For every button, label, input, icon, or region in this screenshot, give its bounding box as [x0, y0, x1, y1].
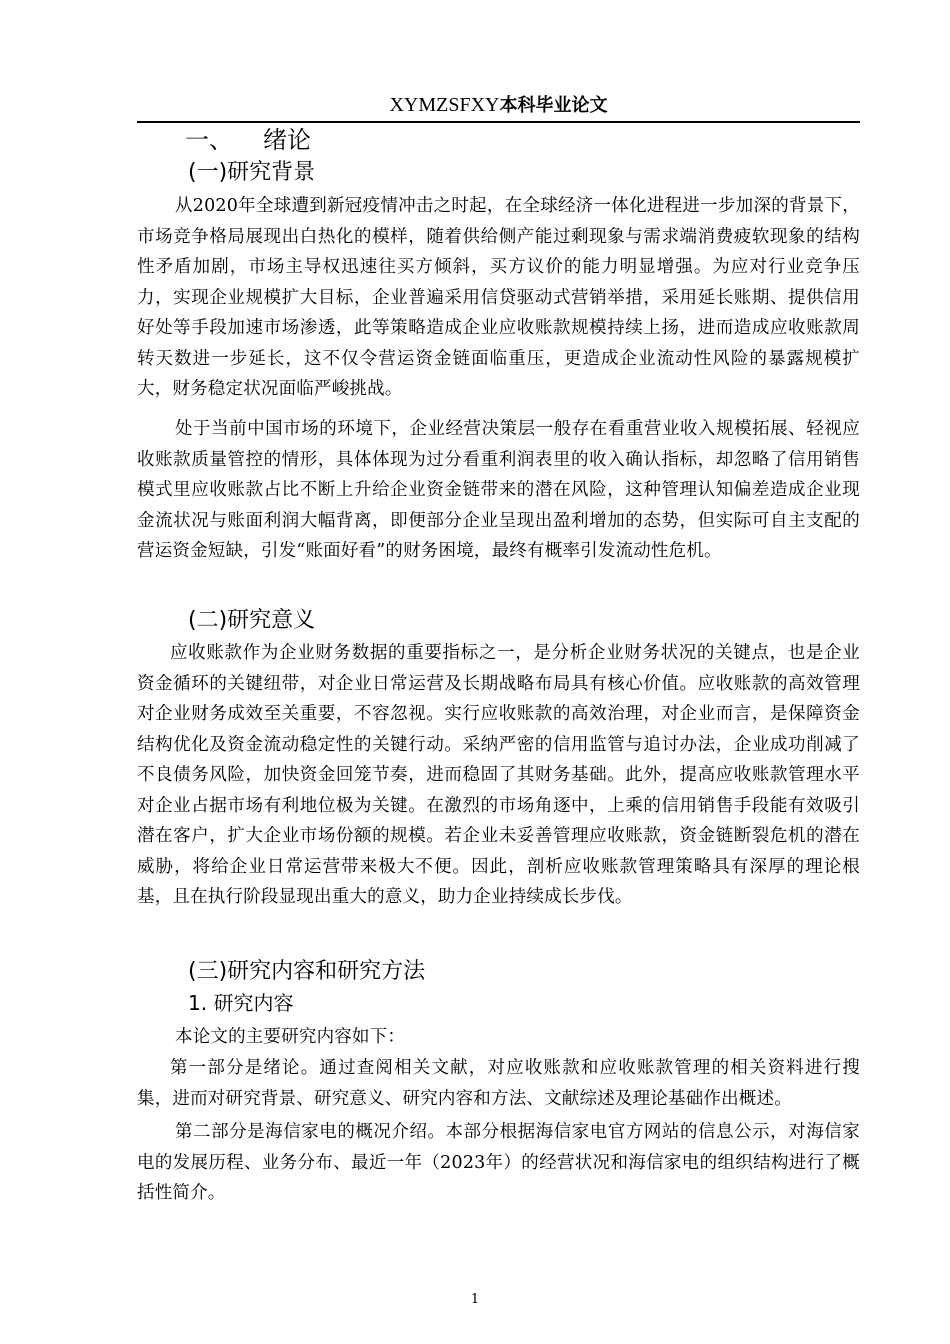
chapter-title: 绪论	[263, 126, 311, 154]
header-thesis-label: 本科毕业论文	[499, 95, 608, 116]
chapter-number: 一、	[185, 126, 233, 154]
paragraph-background-1: 从2020年全球遭到新冠疫情冲击之时起，在全球经济一体化进程进一步加深的背景下，市场竞争格局展现出白热化的模样，随着供给侧产能过剩现象与需求端消费疲软现象的结构性矛盾加剧，市场主导权迅速往买方倾斜，买方议价的能力明显增强。为应对行业竞争压力，实现企业规模扩大目标，企业普遍采用信贷驱动式营销举措，采用延长账期、提供信用好处等手段加速市场渗透，此等策略造成企业应收账款规模持续上扬，进而造成应收账款周转天数进一步延长，这不仅令营运资金链面临重压，更造成企业流动性风险的暴露规模扩大，财务稳定状况面临严峻挑战。	[137, 196, 860, 399]
page-number: 1	[470, 1292, 480, 1307]
running-header	[137, 92, 860, 119]
section-heading-significance: (二)研究意义	[188, 608, 316, 633]
paragraph-background-2: 处于当前中国市场的环境下，企业经营决策层一般存在看重营业收入规模拓展、轻视应收账款质量管控的情形，具体体现为过分看重利润表里的收入确认指标，却忽略了信用销售模式里应收账款占比不断上升给企业资金链带来的潜在风险，这种管理认知偏差造成企业现金流状况与账面利润大幅背离，即便部分企业呈现出盈利增加的态势，但实际可自主支配的营运资金短缺，引发“账面好看”的财务困境，最终有概率引发流动性危机。	[137, 419, 860, 561]
chapter-heading	[185, 123, 311, 157]
section-heading-background: (一)研究背景	[188, 160, 316, 185]
paragraph-significance-1: 应收账款作为企业财务数据的重要指标之一，是分析企业财务状况的关键点，也是企业资金循环的关键纽带，对企业日常运营及长期战略布局具有核心价值。应收账款的高效管理对企业财务成效至关重要，不容忽视。实行应收账款的高效治理，对企业而言，是保障资金结构优化及资金流动稳定性的关键行动。采纳严密的信用监管与追讨办法，企业成功削减了不良债务风险，加快资金回笼节奏，进而稳固了其财务基础。此外，提高应收账款管理水平对企业占据市场有利地位极为关键。在激烈的市场角逐中，上乘的信用销售手段能有效吸引潜在客户，扩大企业市场份额的规模。若企业未妥善管理应收账款，资金链断裂危机的潜在威胁，将给企业日常运营带来极大不便。因此，剖析应收账款管理策略具有深厚的理论根基，且在执行阶段显现出重大的意义，助力企业持续成长步伐。	[137, 643, 860, 907]
paragraph-content-intro: 本论文的主要研究内容如下：	[175, 1027, 406, 1047]
section-heading-content-methods: (三)研究内容和研究方法	[188, 959, 426, 984]
paragraph-content-part2: 第二部分是海信家电的概况介绍。本部分根据海信家电官方网站的信息公示，对海信家电的发展历程、业务分布、最近一年（2023年）的经营状况和海信家电的组织结构进行了概括性简介。	[137, 1122, 860, 1203]
paragraph-content-part1: 第一部分是绪论。通过查阅相关文献，对应收账款和应收账款管理的相关资料进行搜集，进而对研究背景、研究意义、研究内容和方法、文献综述及理论基础作出概述。	[137, 1058, 860, 1109]
header-school-code: XYMZSFXY	[389, 94, 500, 116]
subsection-heading-content: 1. 研究内容	[188, 991, 294, 1015]
